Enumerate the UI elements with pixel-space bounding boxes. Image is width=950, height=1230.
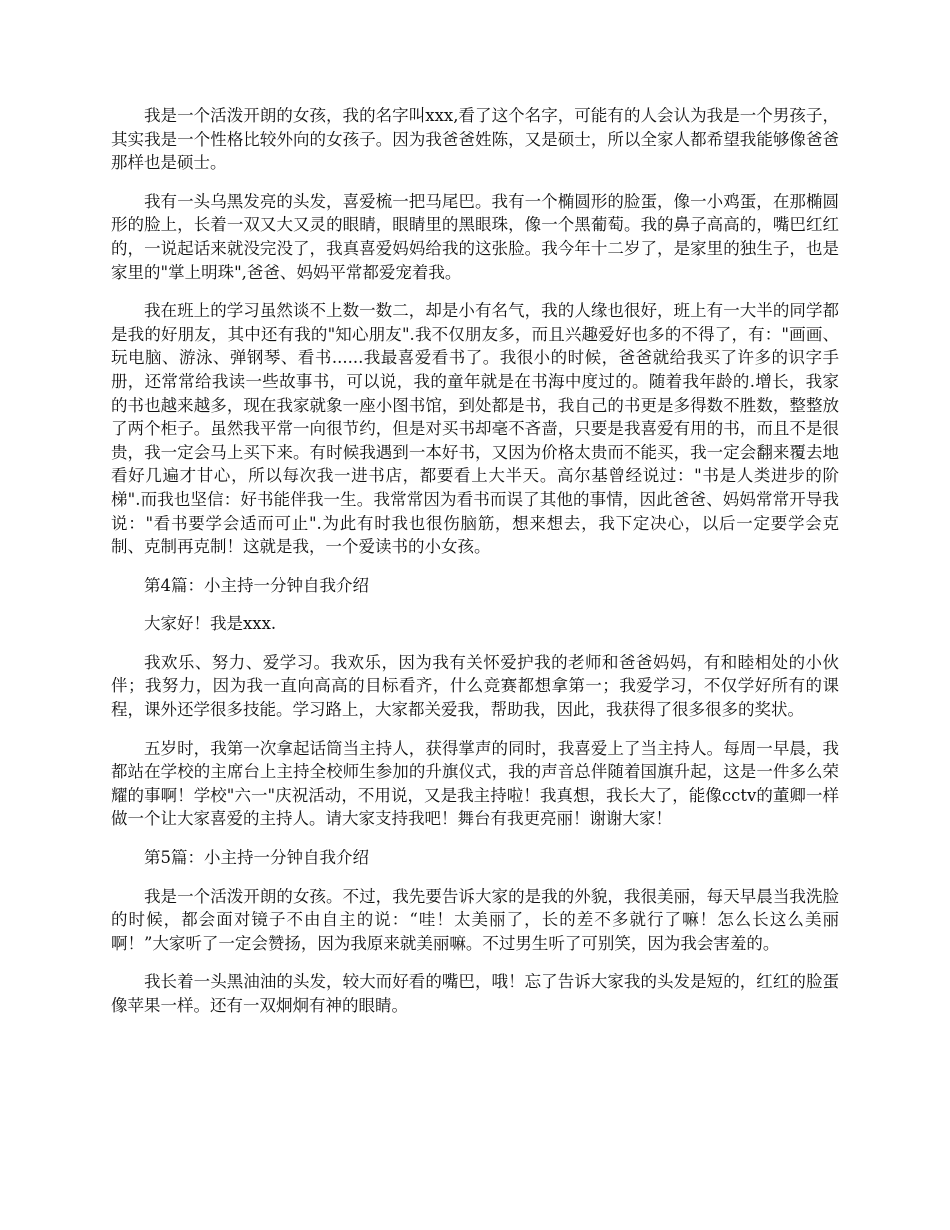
paragraph-host: 五岁时，我第一次拿起话筒当主持人，获得掌声的同时，我喜爱上了当主持人。每周一早晨，我都站在学校的主席台上主持全校师生参加的升旗仪式，我的声音总伴随着国旗升起，这是一件多么荣耀的事啊！学校"六一"庆祝活动，不用说，又是我主持啦！我真想，我长大了，能像cctv的董卿一样做一个让大家喜爱的主持人。请大家支持我吧！舞台有我更亮丽！谢谢大家！ — [111, 738, 839, 829]
paragraph-appearance: 我有一头乌黑发亮的头发，喜爱梳一把马尾巴。我有一个椭圆形的脸蛋，像一小鸡蛋，在那椭圆形的脸上，长着一双又大又灵的眼睛，眼睛里的黑眼珠，像一个黑葡萄。我的鼻子高高的，嘴巴红红的，一说起话来就没完没了，我真喜爱妈妈给我的这张脸。我今年十二岁了，是家里的独生子，也是家里的"掌上明珠",爸爸、妈妈平常都爱宠着我。 — [111, 191, 839, 282]
paragraph-reading: 我在班上的学习虽然谈不上数一数二，却是小有名气，我的人缘也很好，班上有一大半的同学都是我的好朋友，其中还有我的"知心朋友".我不仅朋友多，而且兴趣爱好也多的不得了，有："画画、玩电脑、游泳、弹钢琴、看书......我最喜爱看书了。我很小的时候，爸爸就给我买了许多的识字手册，还常常给我读一些故事书，可以说，我的童年就是在书海中度过的。随着我年龄的.增长，我家的书也越来越多，现在我家就象一座小图书馆，到处都是书，我自己的书更是多得数不胜数，整整放了两个柜子。虽然我平常一向很节约，但是对买书却毫不吝啬，只要是我喜爱有用的书，而且不是很贵，我一定会马上买下来。有时候我遇到一本好书，又因为价格太贵而不能买，我一定会翻来覆去地看好几遍才甘心，所以每次我一进书店，都要看上大半天。高尔基曾经说过："书是人类进步的阶梯".而我也坚信：好书能伴我一生。我常常因为看书而误了其他的事情，因此爸爸、妈妈常常开导我说："看书要学会适而可止".为此有时我也很伤脑筋，想来想去，我下定决心，以后一定要学会克制、克制再克制！这就是我，一个爱读书的小女孩。 — [111, 301, 839, 557]
section-heading-4: 第4篇：小主持一分钟自我介绍 — [144, 575, 369, 595]
paragraph-traits: 我欢乐、努力、爱学习。我欢乐，因为我有关怀爱护我的老师和爸爸妈妈，有和睦相处的小伙伴；我努力，因为我一直向高高的目标看齐，什么竞赛都想拿第一；我爱学习，不仅学好所有的课程，课外还学很多技能。学习路上，大家都关爱我，帮助我，因此，我获得了很多很多的奖状。 — [111, 652, 839, 720]
section-heading-5: 第5篇：小主持一分钟自我介绍 — [144, 848, 369, 868]
paragraph-looks: 我是一个活泼开朗的女孩。不过，我先要告诉大家的是我的外貌，我很美丽，每天早晨当我洗脸的时候，都会面对镜子不由自主的说：“哇！太美丽了，长的差不多就行了嘛！怎么长这么美丽啊！”大家听了一定会赞扬，因为我原来就美丽嘛。不过男生听了可别笑，因为我会害羞的。 — [111, 886, 839, 953]
paragraph-intro: 我是一个活泼开朗的女孩，我的名字叫xxx,看了这个名字，可能有的人会认为我是一个男孩子，其实我是一个性格比较外向的女孩子。因为我爸爸姓陈，又是硕士，所以全家人都希望我能够像爸爸那样也是硕士。 — [111, 106, 839, 173]
paragraph-hair: 我长着一头黑油油的头发，较大而好看的嘴巴，哦！忘了告诉大家我的头发是短的，红红的脸蛋像苹果一样。还有一双炯炯有神的眼睛。 — [111, 972, 839, 1015]
paragraph-greeting: 大家好！我是xxx. — [144, 614, 277, 634]
document-body — [111, 104, 839, 1033]
